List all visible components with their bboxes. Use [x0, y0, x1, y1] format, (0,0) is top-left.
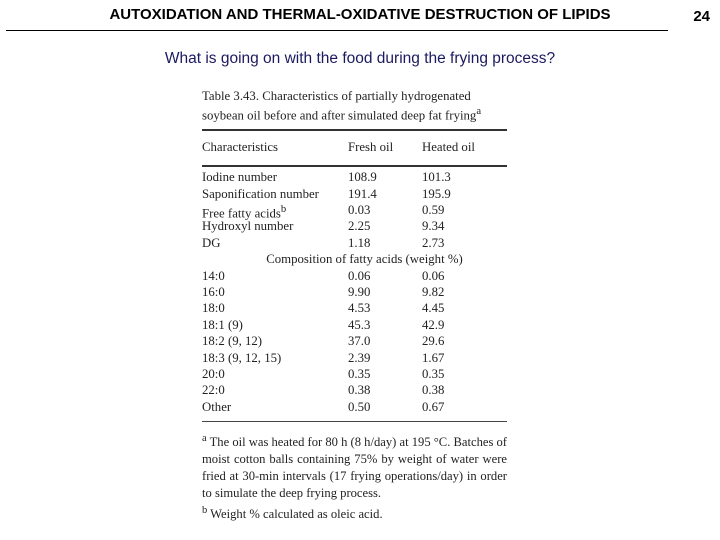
- table-section-label: Composition of fatty acids (weight %): [266, 252, 463, 267]
- heated-oil-value: 42.9: [422, 317, 445, 332]
- table-body-top: [202, 167, 507, 251]
- fresh-oil-value: 108.9: [348, 170, 377, 185]
- row-label-text: 22:0: [202, 383, 225, 398]
- table-row: [202, 202, 507, 221]
- heated-oil-value: 0.59: [422, 203, 445, 218]
- table-row: [202, 169, 507, 185]
- heated-oil-value: 9.82: [422, 285, 445, 299]
- heated-oil-value: 2.73: [422, 235, 445, 250]
- row-label-text: 20:0: [202, 366, 225, 381]
- row-label: [202, 317, 348, 333]
- heated-oil-value: 29.6: [422, 334, 445, 349]
- row-label-text: Iodine number: [202, 170, 277, 185]
- fresh-oil-value: 37.0: [348, 334, 371, 349]
- row-label-text: 18:0: [202, 301, 225, 316]
- row-label-text: Free fatty acids: [202, 206, 281, 221]
- fresh-oil-value: 2.39: [348, 350, 371, 365]
- row-label-text: Saponification number: [202, 186, 319, 201]
- table-row: [202, 218, 507, 234]
- row-label: [202, 268, 348, 284]
- table-bottom-rule: [202, 421, 507, 422]
- footnote-b-text: Weight % calculated as oleic acid.: [210, 507, 383, 522]
- footnote-b-mark: b: [202, 505, 208, 517]
- header-divider: [6, 30, 668, 31]
- row-label-footnote-mark: b: [280, 204, 287, 216]
- table-body-bottom: [202, 268, 507, 416]
- fresh-oil-value: 191.4: [348, 186, 377, 201]
- heated-oil-value: 101.3: [422, 170, 451, 185]
- table-footnotes: [202, 430, 507, 523]
- row-label: [202, 218, 348, 234]
- footnote-a: [202, 430, 507, 502]
- heated-oil-value: 4.45: [422, 301, 445, 316]
- row-label-text: Other: [202, 399, 232, 414]
- row-label: [202, 399, 348, 415]
- table-row: [202, 366, 507, 382]
- table-header-row: [202, 131, 507, 165]
- fresh-oil-value: 1.18: [348, 235, 371, 250]
- heated-oil-value: 195.9: [422, 186, 451, 201]
- fresh-oil-value: 4.53: [348, 301, 371, 316]
- row-label: [202, 350, 348, 366]
- footnote-a-text: The oil was heated for 80 h (8 h/day) at 195 °C. Batches of moist cotton balls containing 75% by weight of water were fried at 30-min intervals (17 frying operations/day) in order to simulate the deep frying process.: [202, 435, 508, 501]
- table-row: [202, 333, 507, 349]
- row-label-text: 18:2 (9, 12): [202, 334, 263, 349]
- table-caption: [202, 88, 507, 123]
- column-header: Heated oil: [422, 140, 475, 155]
- row-label-text: 18:1 (9): [202, 317, 243, 332]
- table-caption-label: Table 3.43.: [202, 89, 260, 103]
- column-header: Fresh oil: [348, 140, 394, 155]
- table-row: [202, 382, 507, 398]
- fresh-oil-value: 0.38: [348, 383, 371, 398]
- fresh-oil-value: 0.03: [348, 203, 371, 218]
- table-row: [202, 186, 507, 202]
- row-label-text: 18:3 (9, 12, 15): [202, 350, 282, 365]
- fresh-oil-value: 0.06: [348, 268, 371, 283]
- footnote-a-mark: a: [202, 433, 207, 445]
- table-caption-text: Characteristics of partially hydrogenated soybean oil before and after simulated deep fat frying: [202, 89, 477, 123]
- fresh-oil-value: 2.25: [348, 219, 371, 234]
- heated-oil-value: 0.06: [422, 268, 445, 283]
- fresh-oil-value: 45.3: [348, 317, 371, 332]
- row-label: [202, 366, 348, 382]
- table-row: [202, 268, 507, 284]
- row-label-text: 14:0: [202, 268, 225, 283]
- table-figure: [202, 88, 507, 524]
- slide-subtitle: What is going on with the food during the frying process?: [164, 50, 556, 67]
- fresh-oil-value: 0.35: [348, 366, 371, 381]
- table-row: [202, 317, 507, 333]
- fresh-oil-value: 0.50: [348, 399, 371, 414]
- table-row: [202, 300, 507, 316]
- table-row: [202, 350, 507, 366]
- page-number: 24: [693, 8, 710, 25]
- row-label: [202, 235, 348, 251]
- row-label-text: Hydroxyl number: [202, 219, 294, 234]
- fresh-oil-value: 9.90: [348, 285, 371, 299]
- footnote-b: [202, 502, 507, 523]
- heated-oil-value: 0.38: [422, 383, 445, 398]
- row-label-text: 16:0: [202, 285, 225, 299]
- row-label: [202, 333, 348, 349]
- row-label: [202, 202, 348, 221]
- heated-oil-value: 9.34: [422, 219, 445, 234]
- table-caption-mark: a: [476, 106, 482, 117]
- column-header: Characteristics: [202, 140, 279, 155]
- row-label: [202, 300, 348, 316]
- table-row: [202, 235, 507, 251]
- heated-oil-value: 0.67: [422, 399, 445, 414]
- slide-title: AUTOXIDATION AND THERMAL-OXIDATIVE DESTRUCTION OF LIPIDS: [109, 6, 611, 23]
- row-label: [202, 169, 348, 185]
- table-row: [202, 399, 507, 415]
- row-label: [202, 382, 348, 398]
- row-label-text: DG: [202, 235, 221, 250]
- row-label: [202, 284, 348, 300]
- row-label: [202, 186, 348, 202]
- table-row: [202, 284, 507, 300]
- heated-oil-value: 1.67: [422, 350, 445, 365]
- heated-oil-value: 0.35: [422, 366, 445, 381]
